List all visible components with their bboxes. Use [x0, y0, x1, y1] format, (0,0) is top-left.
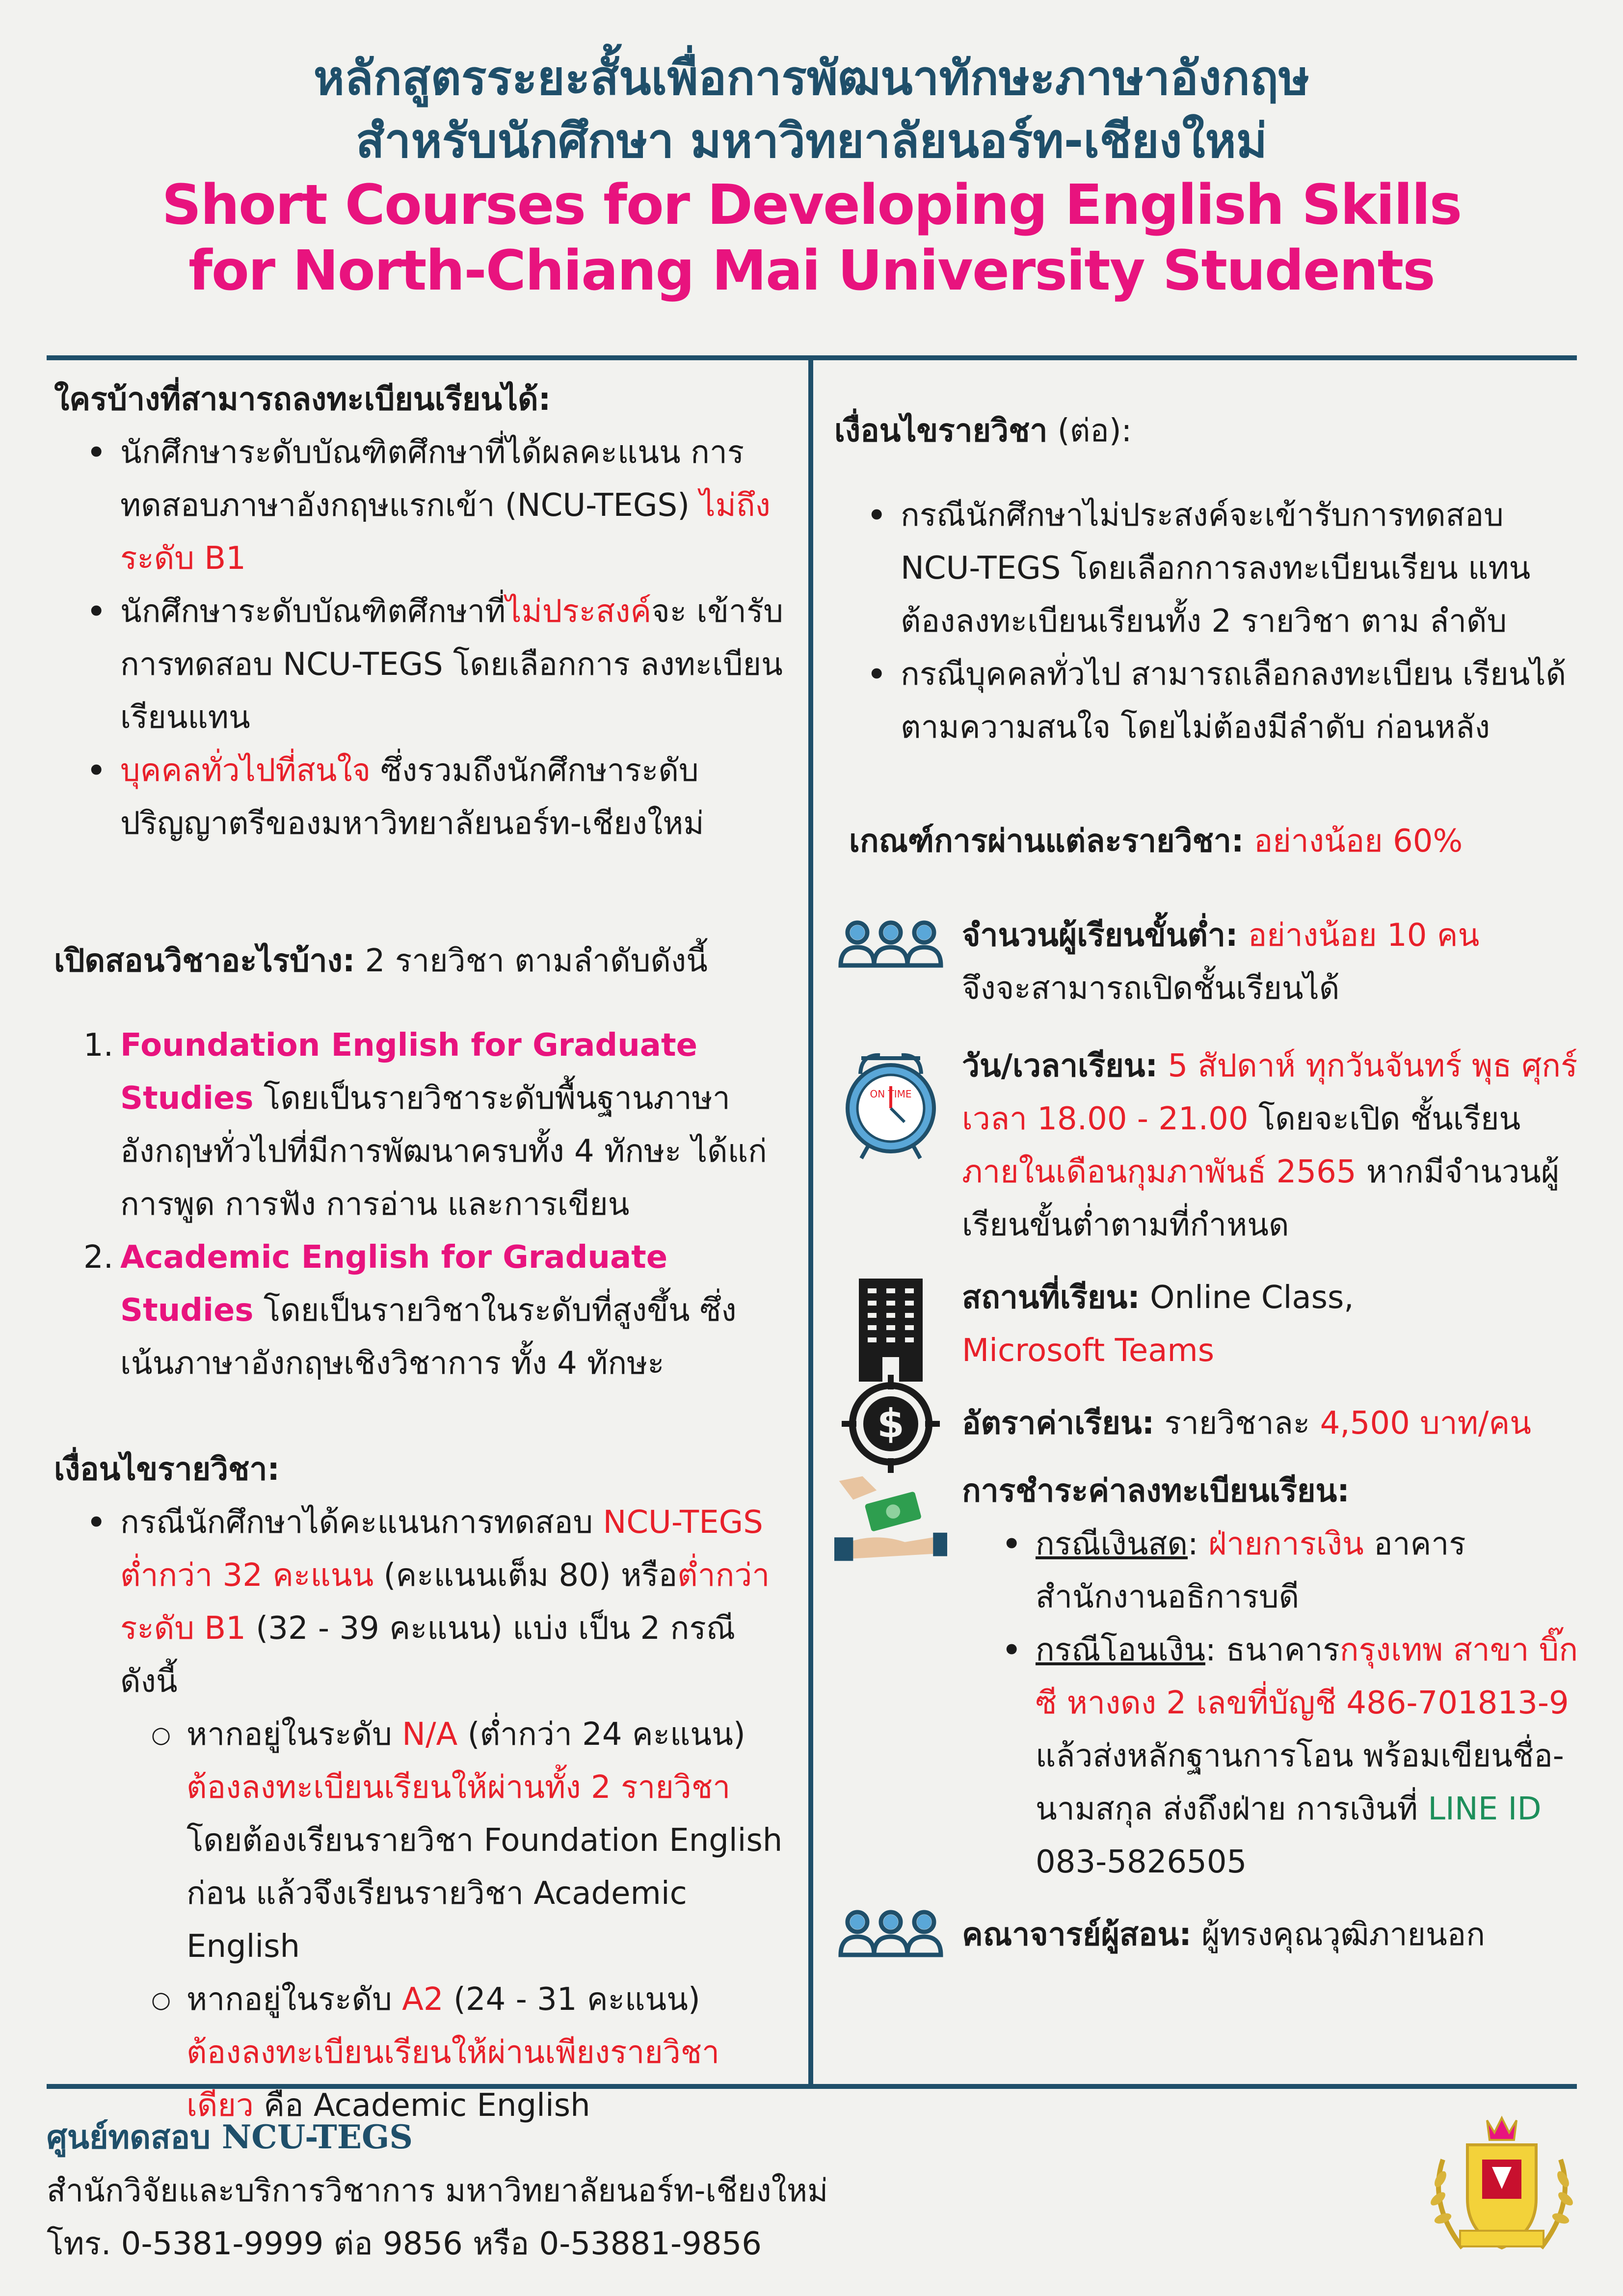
line-id-label: LINE ID: [1428, 1791, 1542, 1827]
condition-item-1: [54, 1496, 790, 1708]
top-divider: [47, 355, 1577, 360]
payment-cash-dept: ฝ่ายการเงิน: [1208, 1526, 1364, 1562]
course-item-1: [54, 1019, 790, 1231]
dollar-icon: [834, 1372, 947, 1475]
eligibility-item-3-text: ซึ่งรวมถึงนักศึกษาระดับ ปริญญาตรีของมหาวิทยาลัยนอร์ท-เชียงใหม่: [120, 752, 704, 842]
university-logo: [1413, 2106, 1590, 2272]
conditions-cont-title: [834, 404, 1580, 457]
course-1-name: Foundation English for Graduate Studies: [120, 1027, 697, 1117]
payment-cash-sep: :: [1188, 1526, 1208, 1562]
footer-center-label: ศูนย์ทดสอบ: [47, 2118, 222, 2156]
conditions-cont-item-1: • กรณีนักศึกษาไม่ประสงค์จะเข้ารับการทดสอบ NCU-TEGS โดยเลือกการลงทะเบียนเรียน แทน ต้องลงทะเบียนเรียนทั้ง 2 รายวิชา ตาม ลำดับ: [834, 489, 1580, 648]
condition-1-highlight-2: ต่ำกว่าระดับ B1: [120, 1557, 770, 1647]
course-1-description: โดยเป็นรายวิชาระดับพื้นฐานภาษา อังกฤษทั่วไปที่มีการพัฒนาครบทั้ง 4 ทักษะ ได้แก่ การพูด การฟัง การอ่าน และการเขียน: [120, 1080, 767, 1223]
conditions-title: เงื่อนไขรายวิชา:: [54, 1451, 280, 1488]
fee-text: รายวิชาละ: [1154, 1405, 1320, 1442]
instructors-row: [834, 1908, 1580, 1961]
course-item-2: [54, 1231, 790, 1390]
conditions-cont-item-2: • กรณีบุคคลทั่วไป สามารถเลือกลงทะเบียน เรียนได้ตามความสนใจ โดยไม่ต้องมีลำดับ ก่อนหลัง: [834, 648, 1580, 754]
payment-cash-label: กรณีเงินสด: [1036, 1526, 1188, 1562]
sub-2-level: A2: [402, 1981, 444, 2018]
footer-phone: โทร. 0-5381-9999 ต่อ 9856 หรือ 0-53881-9856: [47, 2226, 762, 2262]
eligibility-item-1-highlight: ไม่ถึงระดับ B1: [120, 487, 771, 577]
fee-value: 4,500 บาท/คน: [1320, 1405, 1531, 1442]
payment-transfer-account: กรุงเทพ สาขา บิ๊กซี หางดง 2 เลขที่บัญชี 486-701813-9: [1036, 1632, 1578, 1721]
payment-cash-location: อาคาร สำนักงานอธิการบดี: [1036, 1526, 1466, 1615]
column-divider: [808, 360, 813, 2084]
fee-row: [834, 1397, 1580, 1450]
min-students-label: จำนวนผู้เรียนขั้นต่ำ:: [962, 917, 1238, 954]
payment-row: [834, 1465, 1580, 1518]
schedule-label: วัน/เวลาเรียน:: [962, 1048, 1158, 1084]
sub-1-detail: โดยต้องเรียนรายวิชา Foundation English ก่อน แล้วจึงเรียนรายวิชา Academic English: [186, 1822, 783, 1965]
title-english-line-2: for North-Chiang Mai University Students: [188, 239, 1435, 303]
sub-1-requirement: ต้องลงทะเบียนเรียนให้ผ่านทั้ง 2 รายวิชา: [186, 1769, 731, 1806]
eligibility-item-1: [54, 426, 790, 585]
venue-value: Online Class,: [1140, 1280, 1354, 1316]
instructors-value: ผู้ทรงคุณวุฒิภายนอก: [1191, 1917, 1485, 1953]
payment-transfer-bank-text: : ธนาคาร: [1205, 1632, 1340, 1668]
line-id-value: 083-5826505: [1036, 1844, 1247, 1880]
criteria: [834, 815, 1580, 868]
min-students-note: จึงจะสามารถเปิดชั้นเรียนได้: [962, 970, 1340, 1007]
condition-sub-item-2: [54, 1973, 790, 2132]
criteria-value: อย่างน้อย 60%: [1244, 823, 1463, 859]
condition-sub-item-1: [54, 1708, 790, 1973]
eligibility-item-2: [54, 585, 790, 744]
course-2-name: Academic English for Graduate Studies: [120, 1239, 668, 1329]
eligibility-item-2-highlight: ไม่ประสงค์: [506, 593, 652, 630]
conditions-cont-title-bold: เงื่อนไขรายวิชา: [834, 413, 1048, 449]
fee-label: อัตราค่าเรียน:: [962, 1405, 1155, 1442]
payment-transfer-label: กรณีโอนเงิน: [1036, 1632, 1205, 1668]
courses-title: [54, 934, 790, 988]
sub-2-requirement: ต้องลงทะเบียนเรียนให้ผ่านเพียงรายวิชา เดียว: [186, 2034, 720, 2124]
condition-1-text: กรณีนักศึกษาได้คะแนนการทดสอบ: [120, 1504, 603, 1541]
schedule-text: โดยจะเปิด ชั้นเรียน: [1248, 1101, 1521, 1137]
footer-org: สำนักวิจัยและบริการวิชาการ มหาวิทยาลัยนอร์ท-เชียงใหม่: [47, 2173, 828, 2209]
eligibility-item-3-highlight: บุคคลทั่วไปที่สนใจ: [120, 752, 371, 789]
conditions-cont-title-rest: (ต่อ):: [1047, 413, 1132, 449]
sub-2-text: หากอยู่ในระดับ: [186, 1981, 402, 2018]
min-students-row: [834, 909, 1580, 1015]
sub-2-range: (24 - 31 คะแนน): [443, 1981, 700, 2018]
venue-label: สถานที่เรียน:: [962, 1280, 1140, 1316]
criteria-label: เกณฑ์การผ่านแต่ละรายวิชา:: [849, 823, 1244, 859]
min-students-value: อย่างน้อย 10 คน: [1238, 917, 1480, 954]
title-english-line-1: Short Courses for Developing English Skills: [161, 173, 1462, 237]
eligibility-item-3: [54, 744, 790, 850]
left-column: [54, 373, 790, 2132]
condition-1-text-3: (32 - 39 คะแนน) แบ่ง เป็น 2 กรณีดังนี้: [120, 1610, 736, 1700]
venue-platform: Microsoft Teams: [962, 1333, 1215, 1369]
header: [0, 47, 1623, 304]
courses-title-bold: เปิดสอนวิชาอะไรบ้าง:: [54, 943, 355, 979]
title-thai-line-2: สำหรับนักศึกษา มหาวิทยาลัยนอร์ท-เชียงใหม่: [355, 113, 1268, 168]
right-column: [834, 373, 1580, 1961]
course-2-number: 2.: [83, 1239, 114, 1276]
venue-row: [834, 1271, 1580, 1377]
title-thai-line-1: หลักสูตรระยะสั้นเพื่อการพัฒนาทักษะภาษาอังกฤษ: [313, 51, 1310, 106]
people-icon: [834, 1903, 947, 1997]
eligibility-title: ใครบ้างที่สามารถลงทะเบียนเรียนได้:: [54, 381, 551, 418]
courses-list: [54, 1019, 790, 1390]
schedule-text-2: หากมีจำนวนผู้เรียนขั้นต่ำตามที่กำหนด: [962, 1154, 1560, 1243]
schedule-value: 5 สัปดาห์ ทุกวันจันทร์ พุธ ศุกร์ เวลา 18.00 - 21.00: [962, 1048, 1578, 1137]
footer-center: [47, 2110, 1323, 2164]
conditions-cont-list: [834, 489, 1580, 754]
clock-text: ON TIME: [870, 1088, 912, 1100]
courses-title-rest: 2 รายวิชา ตามลำดับดังนี้: [355, 943, 708, 979]
sub-1-text: หากอยู่ในระดับ: [186, 1716, 402, 1753]
instructors-label: คณาจารย์ผู้สอน:: [962, 1917, 1192, 1953]
alarm-clock-icon: [834, 1044, 947, 1172]
payment-cash: [962, 1518, 1580, 1624]
eligibility-list: [54, 426, 790, 850]
people-icon: [834, 914, 947, 1007]
eligibility-item-2-text: นักศึกษาระดับบัณฑิตศึกษาที่: [120, 593, 506, 630]
eligibility-item-2-text-2: จะ เข้ารับการทดสอบ NCU-TEGS โดยเลือกการ ลงทะเบียนเรียนแทน: [120, 593, 783, 736]
money-hand-icon: [834, 1469, 947, 1568]
payment-list: [834, 1518, 1580, 1889]
eligibility-item-1-text: นักศึกษาระดับบัณฑิตศึกษาที่ได้ผลคะแนน การทดสอบภาษาอังกฤษแรกเข้า (NCU-TEGS): [120, 434, 745, 524]
payment-transfer: [962, 1624, 1580, 1889]
building-icon: [834, 1276, 947, 1384]
schedule-month: ภายในเดือนกุมภาพันธ์ 2565: [962, 1154, 1357, 1190]
condition-1-highlight: NCU-TEGS ต่ำกว่า 32 คะแนน: [120, 1504, 763, 1594]
condition-1-text-2: (คะแนนเต็ม 80) หรือ: [373, 1557, 678, 1594]
course-1-number: 1.: [83, 1027, 114, 1064]
svg-text:$: $: [877, 1401, 905, 1446]
conditions-list: [54, 1496, 790, 1708]
footer-center-name: NCU-TEGS: [221, 2118, 413, 2156]
conditions-sublist: [54, 1708, 790, 2132]
payment-title: การชำระค่าลงทะเบียนเรียน:: [962, 1473, 1350, 1509]
footer: [47, 2110, 1323, 2270]
course-2-description: โดยเป็นรายวิชาในระดับที่สูงขึ้น ซึ่ง เน้นภาษาอังกฤษเชิงวิชาการ ทั้ง 4 ทักษะ: [120, 1292, 737, 1382]
schedule-row: [834, 1040, 1580, 1252]
payment-transfer-instructions: แล้วส่งหลักฐานการโอน พร้อมเขียนชื่อ-นามสกุล ส่งถึงฝ่าย การเงินที่: [1036, 1738, 1564, 1827]
sub-1-range: (ต่ำกว่า 24 คะแนน): [457, 1716, 745, 1753]
sub-2-detail: คือ Academic English: [253, 2087, 590, 2124]
sub-1-level: N/A: [402, 1716, 458, 1753]
